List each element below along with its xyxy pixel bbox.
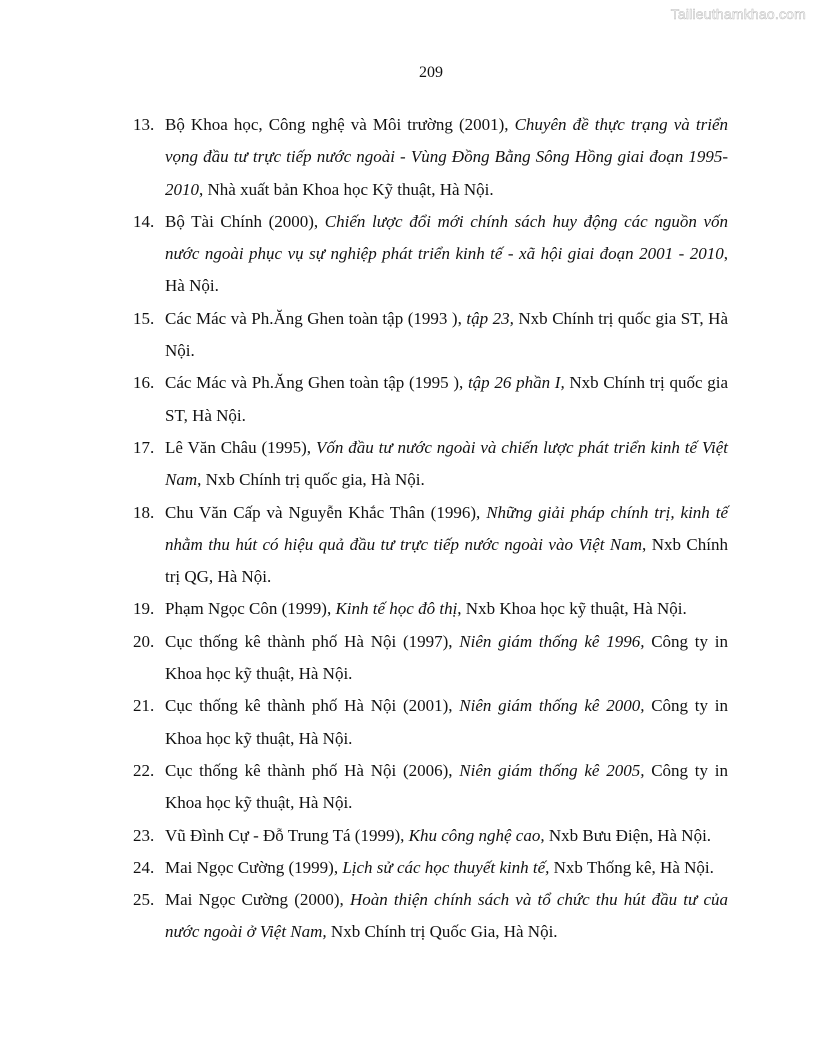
reference-item (133, 497, 728, 594)
reference-item (133, 432, 728, 497)
reference-title: Những giải pháp chính trị, kinh tế nhằm thu hút có hiệu quả đầu tư trực tiếp nước ngoài vào Việt Nam (165, 502, 728, 554)
reference-title: Niên giám thống kê 2005, (459, 760, 645, 780)
reference-author-year: Cục thống kê thành phố Hà Nội (1997), (165, 631, 460, 651)
reference-title: Niên giám thống kê 1996, (459, 631, 645, 651)
reference-item (133, 884, 728, 949)
reference-author-year: Lê Văn Châu (1995), (165, 437, 316, 457)
reference-title: Vốn đầu tư nước ngoài và chiến lược phát triển kinh tế Việt Nam (165, 437, 728, 490)
reference-title: tập 26 phần I, (467, 373, 565, 393)
reference-item (133, 206, 728, 303)
reference-number: 17. (133, 437, 155, 457)
reference-publisher: , Nhà xuất bản Khoa học Kỹ thuật, Hà Nội. (199, 179, 494, 199)
reference-publisher: , Nxb Khoa học kỹ thuật, Hà Nội. (457, 599, 687, 619)
page-number: 209 (419, 64, 443, 81)
reference-item (133, 109, 728, 206)
reference-item (133, 367, 728, 432)
reference-author-year: Bộ Tài Chính (2000), (165, 211, 325, 231)
reference-author-year: Cục thống kê thành phố Hà Nội (2006), (165, 760, 460, 780)
reference-item (133, 690, 728, 755)
reference-number: 22. (133, 760, 155, 780)
reference-title: Chiến lược đổi mới chính sách huy động các nguồn vốn nước ngoài phục vụ sự nghiệp phát triển kinh tế - xã hội giai đoạn 2001 - 2010 (165, 211, 728, 264)
reference-number: 18. (133, 502, 155, 522)
reference-number: 21. (133, 696, 155, 716)
reference-number: 16. (133, 373, 155, 393)
reference-number: 24. (133, 857, 155, 877)
reference-author-year: Các Mác và Ph.Ăng Ghen toàn tập (1995 ), (165, 373, 468, 393)
reference-item (133, 852, 728, 884)
reference-publisher: Nxb Thống kê, Hà Nội. (549, 857, 714, 877)
reference-item (133, 755, 728, 820)
reference-author-year: Vũ Đình Cự - Đỗ Trung Tá (1999), (165, 825, 409, 845)
reference-publisher: , Nxb Chính trị quốc gia, Hà Nội. (197, 470, 425, 490)
reference-title: Niên giám thống kê 2000, (459, 696, 645, 716)
reference-title: Khu công nghệ cao, (408, 825, 545, 845)
reference-number: 20. (133, 631, 155, 651)
reference-item (133, 820, 728, 852)
reference-number: 14. (133, 211, 155, 231)
reference-publisher: Công ty in Khoa học kỹ thuật, Hà Nội. (165, 631, 728, 684)
reference-title: Chuyên đề thực trạng và triển vọng đầu tư trực tiếp nước ngoài - Vùng Đồng Bằng Sông Hồng giai đoạn 1995-2010 (165, 115, 728, 199)
reference-number: 25. (133, 890, 155, 910)
reference-item (133, 303, 728, 368)
reference-number: 23. (133, 825, 155, 845)
reference-list (133, 109, 728, 949)
reference-author-year: Mai Ngọc Cường (1999), (165, 857, 343, 877)
reference-author-year: Bộ Khoa học, Công nghệ và Môi trường (2001), (165, 115, 515, 134)
reference-publisher: Nxb Chính trị quốc gia ST, Hà Nội. (165, 308, 728, 361)
reference-publisher: Nxb Bưu Điện, Hà Nội. (544, 825, 712, 845)
reference-title: Hoàn thiện chính sách và tổ chức thu hút đầu tư của nước ngoài ở Việt Nam, (165, 890, 728, 942)
reference-publisher: Công ty in Khoa học kỹ thuật, Hà Nội. (165, 760, 728, 813)
reference-author-year: Mai Ngọc Cường (2000), (165, 890, 350, 910)
reference-title: tập 23, (466, 308, 514, 328)
reference-publisher: Công ty in Khoa học kỹ thuật, Hà Nội. (165, 696, 728, 748)
reference-number: 19. (133, 599, 155, 619)
reference-author-year: Chu Văn Cấp và Nguyễn Khắc Thân (1996), (165, 502, 487, 522)
reference-author-year: Cục thống kê thành phố Hà Nội (2001), (165, 696, 460, 716)
reference-publisher: , Hà Nội. (165, 244, 728, 296)
reference-item (133, 593, 728, 625)
reference-publisher: , Nxb Chính trị QG, Hà Nội. (165, 534, 728, 587)
reference-author-year: Phạm Ngọc Côn (1999), (165, 599, 336, 619)
reference-title: Lịch sử các học thuyết kinh tế, (342, 857, 550, 877)
reference-item (133, 626, 728, 691)
reference-author-year: Các Mác và Ph.Ăng Ghen toàn tập (1993 ), (165, 308, 467, 328)
watermark: Tailieuthamkhao.com (670, 6, 806, 22)
reference-number: 15. (133, 308, 155, 328)
reference-title: Kinh tế học đô thị (335, 599, 458, 619)
reference-number: 13. (133, 115, 155, 134)
reference-publisher: Nxb Chính trị Quốc Gia, Hà Nội. (326, 922, 558, 942)
reference-publisher: Nxb Chính trị quốc gia ST, Hà Nội. (165, 373, 728, 425)
